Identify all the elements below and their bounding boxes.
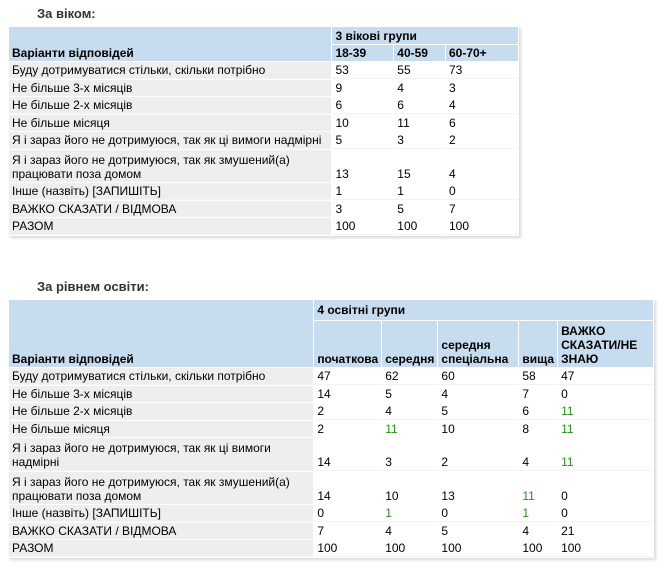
- edu-cell: 100: [314, 540, 381, 557]
- edu-cell: 13: [438, 472, 518, 504]
- edu-row-label: Буду дотримуватися стільки, скільки потрібно: [9, 368, 313, 385]
- edu-cell: 14: [314, 438, 381, 471]
- edu-cell: 5: [438, 403, 518, 420]
- edu-cell: 2: [314, 403, 381, 420]
- age-cell: 3: [394, 132, 445, 149]
- edu-cell: 100: [558, 540, 653, 557]
- age-row-label: Не більше місяця: [9, 115, 331, 131]
- edu-cell: 47: [558, 368, 653, 385]
- edu-cell: 2: [314, 421, 381, 437]
- edu-row-label: Не більше 2-х місяців: [9, 403, 313, 420]
- age-answer-header: Варіанти відповідей: [9, 27, 331, 61]
- age-cell: 5: [332, 132, 393, 149]
- education-section-title: За рівнем освіти:: [37, 279, 149, 294]
- edu-cell: 14: [314, 386, 381, 402]
- edu-row: [9, 523, 653, 539]
- age-row: [9, 97, 518, 114]
- age-cell: 3: [332, 201, 393, 217]
- age-group-header: 3 вікові групи: [332, 27, 518, 44]
- edu-cell: 11: [558, 421, 653, 437]
- age-row-label: РАЗОМ: [9, 218, 331, 235]
- age-row-label: Не більше 3-х місяців: [9, 80, 331, 96]
- edu-cell: 11: [519, 472, 557, 504]
- edu-row-label: Не більше 3-х місяців: [9, 386, 313, 402]
- edu-cell: 0: [558, 505, 653, 522]
- age-cell: 55: [394, 62, 445, 79]
- edu-cell: 47: [314, 368, 381, 385]
- age-table: [8, 26, 519, 236]
- edu-row: [9, 368, 653, 385]
- edu-cell: 10: [438, 421, 518, 437]
- edu-cell: 11: [558, 438, 653, 471]
- age-row: [9, 62, 518, 79]
- age-cell: 100: [332, 218, 393, 235]
- age-row-label: ВАЖКО СКАЗАТИ / ВІДМОВА: [9, 201, 331, 217]
- age-row-label: Інше (назвіть) [ЗАПИШІТЬ]: [9, 183, 331, 200]
- edu-cell: 8: [519, 421, 557, 437]
- edu-row: [9, 438, 653, 471]
- edu-cell: 4: [519, 438, 557, 471]
- age-row: [9, 115, 518, 131]
- edu-cell: 0: [314, 505, 381, 522]
- edu-cell: 4: [519, 523, 557, 539]
- age-cell: 11: [394, 115, 445, 131]
- age-cell: 6: [394, 97, 445, 114]
- age-row-label: Буду дотримуватися стільки, скільки потрібно: [9, 62, 331, 79]
- edu-row-label: Не більше місяця: [9, 421, 313, 437]
- edu-cell: 4: [382, 523, 437, 539]
- age-cell: 7: [446, 201, 518, 217]
- age-row: [9, 183, 518, 200]
- age-cell: 100: [446, 218, 518, 235]
- edu-col-header: середня спеціальна: [438, 321, 518, 367]
- edu-col-header: ВАЖКО СКАЗАТИ/НЕ ЗНАЮ: [558, 321, 653, 367]
- age-cell: 15: [394, 150, 445, 182]
- edu-cell: 0: [558, 386, 653, 402]
- edu-cell: 100: [519, 540, 557, 557]
- edu-group-header: 4 освітні групи: [314, 300, 653, 320]
- edu-col-header: початкова: [314, 321, 381, 367]
- edu-cell: 7: [314, 523, 381, 539]
- edu-cell: 11: [558, 403, 653, 420]
- edu-cell: 100: [438, 540, 518, 557]
- edu-cell: 62: [382, 368, 437, 385]
- edu-cell: 100: [382, 540, 437, 557]
- edu-col-header: середня: [382, 321, 437, 367]
- edu-row-label: Інше (назвіть) [ЗАПИШІТЬ]: [9, 505, 313, 522]
- edu-cell: 21: [558, 523, 653, 539]
- age-cell: 53: [332, 62, 393, 79]
- edu-row-label: РАЗОМ: [9, 540, 313, 557]
- age-cell: 1: [332, 183, 393, 200]
- age-cell: 4: [446, 97, 518, 114]
- edu-cell: 7: [519, 386, 557, 402]
- edu-row: [9, 472, 653, 504]
- age-cell: 4: [446, 150, 518, 182]
- edu-cell: 58: [519, 368, 557, 385]
- edu-cell: 4: [438, 386, 518, 402]
- edu-cell: 6: [519, 403, 557, 420]
- edu-cell: 1: [519, 505, 557, 522]
- age-cell: 3: [446, 80, 518, 96]
- edu-col-header: вища: [519, 321, 557, 367]
- age-col-header: 60-70+: [446, 45, 518, 61]
- age-row: [9, 218, 518, 235]
- edu-cell: 60: [438, 368, 518, 385]
- age-row-label: Я і зараз його не дотримуюся, так як змушений(а) працювати поза домом: [9, 150, 331, 182]
- age-col-header: 40-59: [394, 45, 445, 61]
- edu-cell: 0: [558, 472, 653, 504]
- edu-row-label: ВАЖКО СКАЗАТИ / ВІДМОВА: [9, 523, 313, 539]
- edu-cell: 1: [382, 505, 437, 522]
- age-row: [9, 201, 518, 217]
- age-cell: 2: [446, 132, 518, 149]
- age-row-label: Я і зараз його не дотримуюся, так як ці вимоги надмірні: [9, 132, 331, 149]
- edu-cell: 4: [382, 403, 437, 420]
- edu-row-label: Я і зараз його не дотримуюся, так як змушений(а) працювати поза домом: [9, 472, 313, 504]
- age-row: [9, 80, 518, 96]
- age-cell: 5: [394, 201, 445, 217]
- edu-cell: 11: [382, 421, 437, 437]
- age-cell: 6: [332, 97, 393, 114]
- age-section-title: За віком:: [37, 6, 96, 21]
- edu-cell: 0: [438, 505, 518, 522]
- edu-row: [9, 403, 653, 420]
- age-col-header: 18-39: [332, 45, 393, 61]
- edu-row-label: Я і зараз його не дотримуюся, так як ці вимоги надмірні: [9, 438, 313, 471]
- edu-row: [9, 386, 653, 402]
- age-cell: 4: [394, 80, 445, 96]
- edu-cell: 3: [382, 438, 437, 471]
- age-cell: 73: [446, 62, 518, 79]
- age-row: [9, 132, 518, 149]
- edu-row: [9, 505, 653, 522]
- edu-row: [9, 421, 653, 437]
- age-cell: 9: [332, 80, 393, 96]
- age-cell: 100: [394, 218, 445, 235]
- education-table: [8, 299, 654, 558]
- age-row: [9, 150, 518, 182]
- edu-cell: 5: [382, 386, 437, 402]
- age-cell: 1: [394, 183, 445, 200]
- edu-cell: 5: [438, 523, 518, 539]
- edu-cell: 2: [438, 438, 518, 471]
- age-cell: 6: [446, 115, 518, 131]
- edu-cell: 14: [314, 472, 381, 504]
- age-cell: 13: [332, 150, 393, 182]
- age-cell: 10: [332, 115, 393, 131]
- age-cell: 0: [446, 183, 518, 200]
- edu-cell: 10: [382, 472, 437, 504]
- age-row-label: Не більше 2-х місяців: [9, 97, 331, 114]
- edu-answer-header: Варіанти відповідей: [9, 300, 313, 367]
- edu-row: [9, 540, 653, 557]
